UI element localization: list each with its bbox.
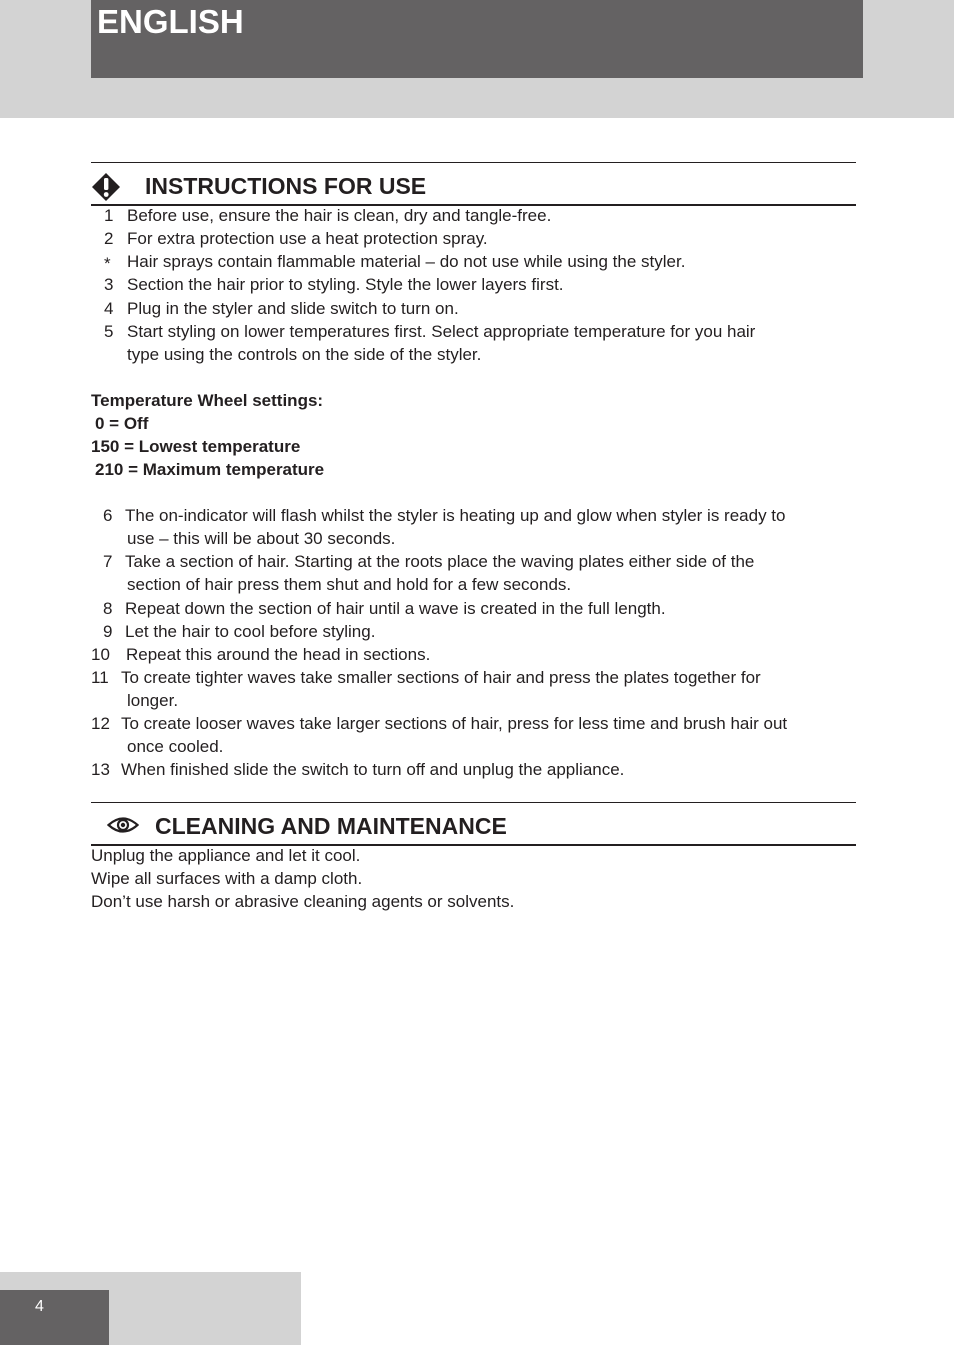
step-text-continued: use – this will be about 30 seconds.	[127, 529, 396, 548]
step-number: 9	[103, 622, 113, 641]
cleaning-line: Unplug the appliance and let it cool.	[91, 846, 361, 865]
step-text: Section the hair prior to styling. Style the lower layers first.	[127, 275, 564, 294]
step-number: 12	[91, 714, 110, 733]
step-text-continued: once cooled.	[127, 737, 224, 756]
step-text: When finished slide the switch to turn off and unplug the appliance.	[121, 760, 625, 779]
instructions-title: INSTRUCTIONS FOR USE	[145, 173, 427, 199]
eye-icon	[107, 815, 139, 835]
step-text: For extra protection use a heat protection spray.	[127, 229, 488, 248]
step-text: Repeat this around the head in sections.	[126, 645, 431, 664]
warning-diamond-icon	[91, 172, 121, 202]
step-text-continued: section of hair press them shut and hold for a few seconds.	[127, 575, 572, 594]
cleaning-line: Wipe all surfaces with a damp cloth.	[91, 869, 363, 888]
step-text: Hair sprays contain flammable material – do not use while using the styler.	[127, 252, 686, 271]
step-text: To create looser waves take larger sections of hair, press for less time and brush hair out	[121, 714, 788, 733]
step-number: 8	[103, 599, 113, 618]
step-text: Plug in the styler and slide switch to turn on.	[127, 299, 459, 318]
page-number: 4	[35, 1298, 44, 1315]
temperature-setting: 0 = Off	[95, 414, 149, 433]
step-text: Take a section of hair. Starting at the roots place the waving plates either side of the	[125, 552, 755, 571]
language-title: ENGLISH	[97, 3, 244, 40]
step-number: 11	[91, 668, 109, 687]
cleaning-line: Don’t use harsh or abrasive cleaning agents or solvents.	[91, 892, 515, 911]
step-number: 5	[104, 322, 114, 341]
footer-page-box	[0, 1290, 109, 1345]
step-number: 7	[103, 552, 113, 571]
step-number: 1	[104, 206, 114, 225]
step-text: Let the hair to cool before styling.	[125, 622, 376, 641]
temperature-setting: 150 = Lowest temperature	[91, 437, 301, 456]
step-text: To create tighter waves take smaller sections of hair and press the plates together for	[121, 668, 761, 687]
temperature-heading: Temperature Wheel settings:	[91, 391, 324, 410]
step-number: *	[104, 254, 111, 273]
step-number: 13	[91, 760, 110, 779]
cleaning-heading	[91, 802, 856, 846]
step-number: 10	[91, 645, 110, 664]
step-number: 2	[104, 229, 114, 248]
step-text: Before use, ensure the hair is clean, dry and tangle-free.	[127, 206, 552, 225]
step-text: Repeat down the section of hair until a wave is created in the full length.	[125, 599, 666, 618]
instructions-heading	[91, 162, 856, 206]
step-text: Start styling on lower temperatures first. Select appropriate temperature for you hair	[127, 322, 756, 341]
step-text-continued: type using the controls on the side of the styler.	[127, 345, 482, 364]
step-text: The on-indicator will flash whilst the styler is heating up and glow when styler is ready to	[125, 506, 786, 525]
step-number: 3	[104, 275, 114, 294]
temperature-setting: 210 = Maximum temperature	[95, 460, 325, 479]
step-number: 4	[104, 299, 114, 318]
cleaning-title: CLEANING AND MAINTENANCE	[155, 813, 507, 839]
step-text-continued: longer.	[127, 691, 179, 710]
step-number: 6	[103, 506, 113, 525]
